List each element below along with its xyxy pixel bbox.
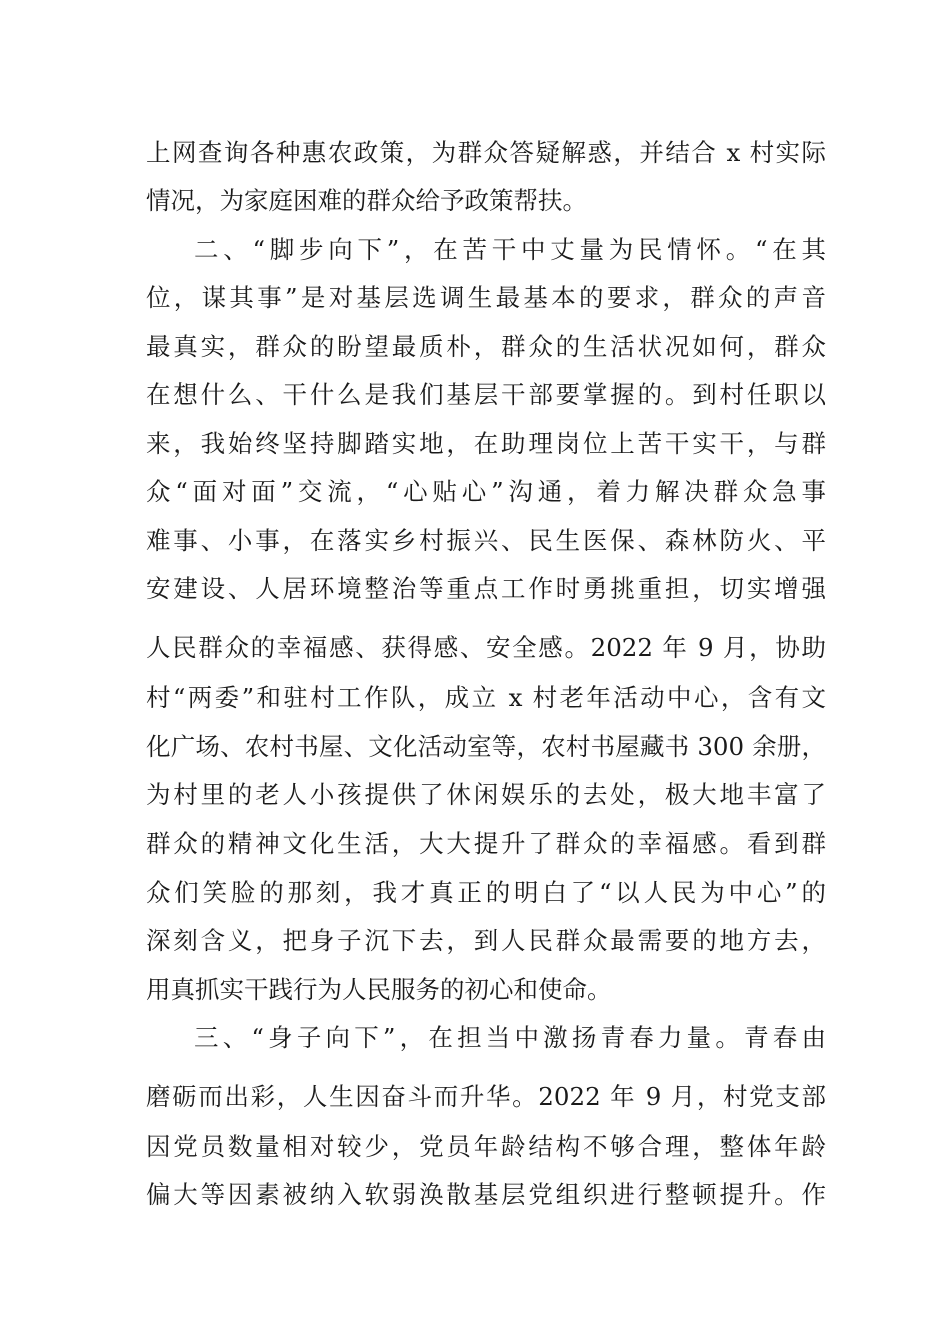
text-line: 在想什么、干什么是我们基层干部要掌握的。到村任职以 [146,380,826,409]
text-line: 众“面对面”交流，“心贴心”沟通，着力解决群众急事 [146,477,826,506]
text-line: 村“两委”和驻村工作队，成立 x 村老年活动中心，含有文 [146,683,826,712]
text-line: 难事、小事，在落实乡村振兴、民生医保、森林防火、平 [146,526,826,555]
text-line: 化广场、农村书屋、文化活动室等，农村书屋藏书 300 余册， [146,732,826,761]
text-line: 因党员数量相对较少，党员年龄结构不够合理，整体年龄 [146,1132,826,1161]
text-line: 偏大等因素被纳入软弱涣散基层党组织进行整顿提升。作 [146,1180,826,1209]
text-line: 磨砺而出彩，人生因奋斗而升华。2022 年 9 月，村党支部 [146,1082,826,1111]
text-line: 深刻含义，把身子沉下去，到人民群众最需要的地方去， [146,926,826,955]
text-line: 情况，为家庭困难的群众给予政策帮扶。 [146,186,587,215]
text-line: 群众的精神文化生活，大大提升了群众的幸福感。看到群 [146,829,826,858]
text-line: 众们笑脸的那刻，我才真正的明白了“以人民为中心”的 [146,878,826,907]
text-line: 为村里的老人小孩提供了休闲娱乐的去处，极大地丰富了 [146,780,826,809]
text-line: 最真实，群众的盼望最质朴，群众的生活状况如何，群众 [146,332,826,361]
text-line: 位，谋其事”是对基层选调生最基本的要求，群众的声音 [146,283,826,312]
paragraph-heading-three: 三、“身子向下”，在担当中激扬青春力量。青春由 [194,1023,826,1052]
paragraph-heading-two: 二、“脚步向下”，在苦干中丈量为民情怀。“在其 [194,235,826,264]
text-line: 安建设、人居环境整治等重点工作时勇挑重担，切实增强 [146,574,826,603]
text-line: 来，我始终坚持脚踏实地，在助理岗位上苦干实干，与群 [146,429,826,458]
text-line: 人民群众的幸福感、获得感、安全感。2022 年 9 月，协助 [146,633,826,662]
text-line: 上网查询各种惠农政策，为群众答疑解惑，并结合 x 村实际 [146,138,826,167]
text-line: 用真抓实干践行为人民服务的初心和使命。 [146,975,612,1004]
